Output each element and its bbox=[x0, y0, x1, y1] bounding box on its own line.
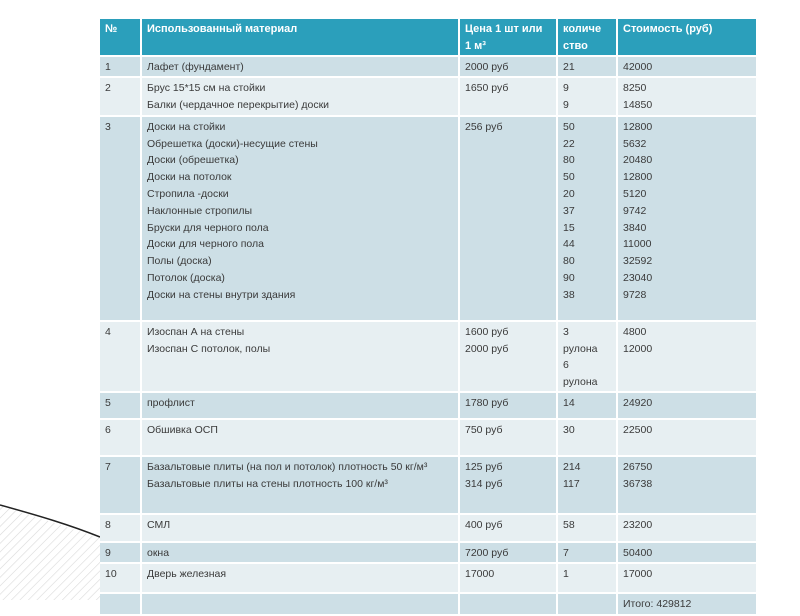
price-line: 1650 руб bbox=[465, 81, 509, 94]
quantity-line: 9 bbox=[563, 98, 569, 111]
quantity-line: 3 bbox=[563, 325, 569, 338]
quantity-line: 22 bbox=[563, 137, 575, 150]
table-header-row bbox=[100, 19, 756, 55]
material-cell bbox=[142, 594, 458, 614]
material-line: Базальтовые плиты (на пол и потолок) плотность 50 кг/м³ bbox=[147, 460, 428, 473]
cost-cell bbox=[618, 543, 756, 562]
material-line: Доски на стойки bbox=[147, 120, 226, 133]
cost-cell bbox=[618, 78, 756, 115]
quantity-cell bbox=[558, 393, 616, 418]
material-line: Доски для черного пола bbox=[147, 238, 264, 251]
quantity-cell bbox=[558, 457, 616, 513]
table-row bbox=[100, 457, 756, 513]
quantity-line: 1 bbox=[563, 567, 569, 580]
quantity-line: 50 bbox=[563, 120, 575, 133]
price-line: 256 руб bbox=[465, 120, 503, 133]
quantity-line: 15 bbox=[563, 221, 575, 234]
material-line: Дверь железная bbox=[147, 567, 227, 580]
material-line: окна bbox=[147, 546, 170, 559]
quantity-line: 9 bbox=[563, 81, 569, 94]
material-cell bbox=[142, 393, 458, 418]
material-cell bbox=[142, 515, 458, 541]
table-row bbox=[100, 515, 756, 541]
material-line: Бруски для черного пола bbox=[147, 221, 269, 234]
material-line: Лафет (фундамент) bbox=[147, 61, 244, 73]
cost-line: 36738 bbox=[623, 477, 653, 490]
quantity-line: 58 bbox=[563, 518, 575, 531]
cost-cell bbox=[618, 515, 756, 541]
cost-line: 9742 bbox=[623, 204, 647, 217]
price-cell bbox=[460, 594, 556, 614]
material-cell bbox=[142, 457, 458, 513]
quantity-line: 117 bbox=[563, 477, 580, 490]
cost-line: 17000 bbox=[623, 567, 653, 580]
price-cell bbox=[460, 78, 556, 115]
table-row bbox=[100, 564, 756, 592]
price-cell bbox=[460, 420, 556, 455]
quantity-line: 80 bbox=[563, 255, 575, 268]
material-line: Брус 15*15 см на стойки bbox=[147, 81, 266, 94]
quantity-cell bbox=[558, 420, 616, 455]
material-line: Стропила -доски bbox=[147, 187, 229, 200]
header-material: Использованный материал bbox=[142, 19, 458, 55]
cost-cell bbox=[618, 594, 756, 614]
cost-line: 5632 bbox=[623, 137, 647, 150]
cost-line: Итого: 429812 bbox=[623, 597, 692, 610]
quantity-line: 50 bbox=[563, 171, 575, 184]
price-line: 1600 руб bbox=[465, 325, 509, 338]
table-body bbox=[100, 57, 756, 614]
row-number: 8 bbox=[105, 518, 111, 531]
cost-line: 26750 bbox=[623, 460, 653, 473]
material-line: Изоспан С потолок, полы bbox=[147, 342, 271, 355]
row-number-cell bbox=[100, 564, 140, 592]
header-quantity: количе ство bbox=[558, 19, 616, 55]
row-number-cell bbox=[100, 457, 140, 513]
row-number-cell bbox=[100, 117, 140, 320]
material-cell bbox=[142, 543, 458, 562]
price-cell bbox=[460, 543, 556, 562]
row-number: 6 bbox=[105, 423, 111, 436]
quantity-cell bbox=[558, 117, 616, 320]
material-cell bbox=[142, 117, 458, 320]
price-cell bbox=[460, 393, 556, 418]
material-cell bbox=[142, 322, 458, 391]
cost-line: 22500 bbox=[623, 423, 653, 436]
row-number-cell bbox=[100, 543, 140, 562]
quantity-cell bbox=[558, 57, 616, 76]
material-line: Обшивка ОСП bbox=[147, 423, 218, 436]
quantity-cell bbox=[558, 78, 616, 115]
quantity-line: 21 bbox=[563, 61, 575, 73]
cost-line: 32592 bbox=[623, 255, 653, 268]
material-line: Наклонные стропилы bbox=[147, 204, 253, 217]
table-row bbox=[100, 57, 756, 76]
row-number-cell bbox=[100, 322, 140, 391]
table-row bbox=[100, 543, 756, 562]
header-price: Цена 1 шт или 1 м³ bbox=[460, 19, 556, 55]
row-number: 10 bbox=[105, 567, 117, 580]
table-row bbox=[100, 393, 756, 418]
material-cell bbox=[142, 564, 458, 592]
row-number-cell bbox=[100, 594, 140, 614]
table-row bbox=[100, 322, 756, 391]
cost-line: 14850 bbox=[623, 98, 653, 111]
cost-line: 23040 bbox=[623, 271, 653, 284]
row-number-cell bbox=[100, 57, 140, 76]
materials-table bbox=[98, 17, 758, 616]
header-number: № bbox=[100, 19, 140, 55]
cost-line: 4800 bbox=[623, 325, 647, 338]
quantity-cell bbox=[558, 564, 616, 592]
material-line: Изоспан А на стены bbox=[147, 325, 245, 338]
cost-line: 5120 bbox=[623, 187, 647, 200]
cost-cell bbox=[618, 393, 756, 418]
cost-cell bbox=[618, 117, 756, 320]
row-number-cell bbox=[100, 515, 140, 541]
quantity-line: рулона bbox=[563, 342, 598, 355]
material-line: СМЛ bbox=[147, 518, 171, 531]
material-line: Полы (доска) bbox=[147, 255, 212, 268]
cost-cell bbox=[618, 57, 756, 76]
price-line: 400 руб bbox=[465, 518, 503, 531]
quantity-line: 7 bbox=[563, 546, 569, 559]
cost-line: 3840 bbox=[623, 221, 647, 234]
cost-line: 42000 bbox=[623, 61, 653, 73]
material-line: Доски на стены внутри здания bbox=[147, 288, 296, 301]
cost-line: 20480 bbox=[623, 154, 653, 167]
material-line: Потолок (доска) bbox=[147, 271, 225, 284]
quantity-line: рулона bbox=[563, 376, 598, 389]
row-number: 7 bbox=[105, 460, 111, 473]
quantity-line: 214 bbox=[563, 460, 581, 473]
cost-line: 12000 bbox=[623, 342, 653, 355]
quantity-cell bbox=[558, 322, 616, 391]
cost-line: 12800 bbox=[623, 120, 653, 133]
header-cost: Стоимость (руб) bbox=[618, 19, 756, 55]
quantity-line: 37 bbox=[563, 204, 575, 217]
quantity-line: 90 bbox=[563, 271, 575, 284]
table-row bbox=[100, 594, 756, 614]
cost-line: 23200 bbox=[623, 518, 653, 531]
quantity-cell bbox=[558, 594, 616, 614]
quantity-line: 14 bbox=[563, 396, 575, 409]
cost-line: 50400 bbox=[623, 546, 653, 559]
cost-line: 24920 bbox=[623, 396, 653, 409]
price-cell bbox=[460, 322, 556, 391]
price-cell bbox=[460, 117, 556, 320]
quantity-cell bbox=[558, 543, 616, 562]
material-line: профлист bbox=[147, 396, 195, 409]
row-number: 9 bbox=[105, 546, 111, 559]
table-row bbox=[100, 420, 756, 455]
row-number: 1 bbox=[105, 61, 111, 73]
quantity-line: 20 bbox=[563, 187, 575, 200]
row-number-cell bbox=[100, 420, 140, 455]
quantity-cell bbox=[558, 515, 616, 541]
row-number: 3 bbox=[105, 120, 111, 133]
price-cell bbox=[460, 564, 556, 592]
row-number: 5 bbox=[105, 396, 111, 409]
price-line: 314 руб bbox=[465, 477, 503, 490]
cost-line: 11000 bbox=[623, 238, 652, 251]
quantity-line: 30 bbox=[563, 423, 575, 436]
material-cell bbox=[142, 57, 458, 76]
quantity-line: 38 bbox=[563, 288, 575, 301]
material-line: Доски на потолок bbox=[147, 171, 232, 184]
cost-cell bbox=[618, 457, 756, 513]
quantity-line: 80 bbox=[563, 154, 575, 167]
cost-line: 9728 bbox=[623, 288, 647, 301]
row-number-cell bbox=[100, 393, 140, 418]
table-row bbox=[100, 78, 756, 115]
row-number: 2 bbox=[105, 81, 111, 94]
price-cell bbox=[460, 57, 556, 76]
price-line: 17000 bbox=[465, 567, 495, 580]
quantity-line: 44 bbox=[563, 238, 575, 251]
cost-cell bbox=[618, 322, 756, 391]
cost-cell bbox=[618, 564, 756, 592]
table-row bbox=[100, 117, 756, 320]
cost-line: 12800 bbox=[623, 171, 653, 184]
price-line: 2000 руб bbox=[465, 61, 509, 73]
price-line: 1780 руб bbox=[465, 396, 509, 409]
cost-line: 8250 bbox=[623, 81, 647, 94]
price-line: 750 руб bbox=[465, 423, 503, 436]
material-line: Доски (обрешетка) bbox=[147, 154, 239, 167]
material-line: Обрешетка (доски)-несущие стены bbox=[147, 137, 318, 150]
material-cell bbox=[142, 78, 458, 115]
price-line: 2000 руб bbox=[465, 342, 509, 355]
price-line: 125 руб bbox=[465, 460, 503, 473]
row-number: 4 bbox=[105, 325, 111, 338]
price-cell bbox=[460, 457, 556, 513]
price-line: 7200 руб bbox=[465, 546, 509, 559]
material-line: Базальтовые плиты на стены плотность 100 кг/м³ bbox=[147, 477, 388, 490]
price-cell bbox=[460, 515, 556, 541]
quantity-line: 6 bbox=[563, 359, 569, 372]
cost-cell bbox=[618, 420, 756, 455]
material-cell bbox=[142, 420, 458, 455]
material-line: Балки (чердачное перекрытие) доски bbox=[147, 98, 330, 111]
row-number-cell bbox=[100, 78, 140, 115]
